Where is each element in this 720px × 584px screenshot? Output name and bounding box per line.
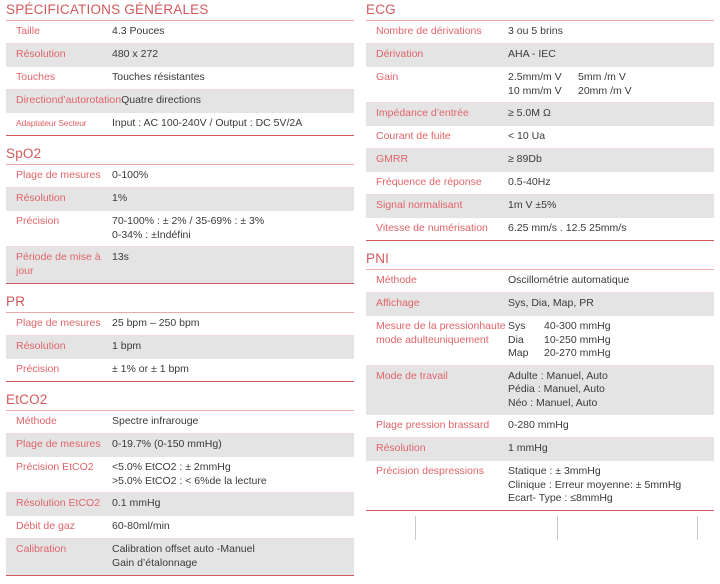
section-rows <box>6 411 354 576</box>
spec-row <box>6 313 354 336</box>
spec-row-label: Impédance d’entrée <box>376 107 469 119</box>
spec-section <box>366 249 714 511</box>
section-rows <box>366 270 714 511</box>
section-heading: ECG <box>366 0 714 21</box>
spec-row-label: Dérivation <box>376 48 424 60</box>
spec-row-value: 60-80ml/min <box>112 520 170 532</box>
spec-row-label: Signal normalisant <box>376 199 463 211</box>
spec-row-label: Plage pression brassard <box>376 419 490 431</box>
spec-row-value: 3 ou 5 brins <box>508 25 563 37</box>
spec-row <box>366 103 714 126</box>
section-rows <box>6 313 354 382</box>
spec-row-label: Gain <box>376 71 399 83</box>
spec-row <box>6 434 354 457</box>
spec-row-value: Calibration offset auto -Manuel Gain d’étalonnage <box>112 543 255 569</box>
spec-row-value: 0-100% <box>112 169 149 181</box>
spec-row <box>6 90 354 113</box>
spec-row <box>6 21 354 44</box>
spec-row-label: Précision despressions <box>376 465 484 477</box>
spec-row-label: Période de mise à jour <box>16 251 101 277</box>
spec-row <box>366 126 714 149</box>
spec-row-value: 0.5-40Hz <box>508 176 551 188</box>
spec-row <box>6 44 354 67</box>
section-heading: EtCO2 <box>6 390 354 411</box>
spec-row <box>366 270 714 293</box>
spec-row <box>366 67 714 103</box>
spec-row <box>366 316 714 366</box>
spec-row-value <box>508 71 714 98</box>
value-pair <box>508 334 710 348</box>
spec-row-label: Nombre de dérivations <box>376 25 482 37</box>
spec-row-label: Méthode <box>376 274 417 286</box>
spec-row <box>366 415 714 438</box>
spec-row-value: ≥ 5.0M Ω <box>508 107 551 119</box>
spec-row <box>6 113 354 135</box>
spec-row-label: Vitesse de numérisation <box>376 222 488 234</box>
spec-row-value: 480 x 272 <box>112 48 159 60</box>
spec-row <box>366 172 714 195</box>
spec-row-value: AHA - IEC <box>508 48 556 60</box>
spec-row <box>6 539 354 575</box>
spec-row-value <box>508 320 714 361</box>
spec-row-label: Mode de travail <box>376 369 448 382</box>
spec-row-label: Précision <box>16 215 60 227</box>
spec-row-value: 1 bpm <box>112 340 142 352</box>
value-pair-key: Map <box>508 347 529 359</box>
spec-row-label: Courant de fuite <box>376 130 451 142</box>
spec-row <box>366 149 714 172</box>
spec-row <box>366 44 714 67</box>
value-pair-value: 10-250 mmHg <box>544 333 611 346</box>
spec-row-value: 0-280 mmHg <box>508 419 569 431</box>
value-pair <box>508 320 710 334</box>
spec-row-value: 1% <box>112 192 128 204</box>
spec-row <box>6 336 354 359</box>
value-pair <box>508 347 710 361</box>
spec-row-value: Statique : ± 3mmHg Clinique : Erreur moyenne: ± 5mmHg Ecart- Type : ≤8mmHg <box>508 465 682 504</box>
spec-row-label: Plage de mesures <box>16 438 101 450</box>
spec-row-label: Taille <box>16 25 40 37</box>
spec-row-value: 1m V ±5% <box>508 199 557 211</box>
spec-row-value: <5.0% EtCO2 : ± 2mmHg >5.0% EtCO2 : < 6%de la lecture <box>112 461 267 487</box>
spec-row-label: Touches <box>16 71 56 83</box>
spec-section <box>6 390 354 576</box>
tick-mark <box>697 516 698 540</box>
spec-row-value: Sys, Dia, Map, PR <box>508 297 594 309</box>
spec-row-value: 6.25 mm/s . 12.5 25mm/s <box>508 222 627 234</box>
spec-row-label: Précision <box>16 363 60 375</box>
value-subcolumn: 5mm /m V 20mm /m V <box>578 71 632 97</box>
spec-row-value: Touches résistantes <box>112 71 205 83</box>
spec-row-label: Méthode <box>16 415 57 427</box>
spec-row-label: Résolution <box>376 442 426 454</box>
spec-row <box>366 218 714 240</box>
spec-row-value: 0.1 mmHg <box>112 497 161 509</box>
spec-section <box>6 0 354 136</box>
spec-row <box>6 188 354 211</box>
spec-section <box>6 292 354 382</box>
value-pair-list <box>508 320 710 361</box>
spec-row-label: Adaptateur Secteur <box>16 118 87 128</box>
spec-row-label: Calibration <box>16 543 67 555</box>
spec-row <box>6 211 354 247</box>
section-heading: SPÉCIFICATIONS GÉNÉRALES <box>6 0 354 21</box>
spec-row <box>366 293 714 316</box>
value-pair-value: 20-270 mmHg <box>544 347 611 359</box>
spec-row-label: Précision EtCO2 <box>16 461 94 473</box>
spec-row-value: ≥ 89Db <box>508 153 542 165</box>
spec-row-value: 25 bpm – 250 bpm <box>112 317 200 329</box>
spec-row-value: 1 mmHg <box>508 442 548 454</box>
spec-row-value: < 10 Ua <box>508 130 546 142</box>
spec-row-label: Résolution EtCO2 <box>16 497 101 509</box>
spec-row-label: Résolution <box>16 192 66 204</box>
spec-row-label: Débit de gaz <box>16 520 75 532</box>
spec-row-label: Affichage <box>376 297 420 309</box>
spec-row-label: GMRR <box>376 153 409 165</box>
section-rows <box>366 21 714 241</box>
spec-row-value: Input : AC 100-240V / Output : DC 5V/2A <box>112 117 303 129</box>
spec-row <box>6 457 354 493</box>
tick-mark <box>415 516 416 540</box>
spec-row <box>6 165 354 188</box>
section-heading: PNI <box>366 249 714 270</box>
value-pair-key: Dia <box>508 333 524 346</box>
bottom-tick-marks <box>0 512 720 544</box>
spec-row-label: Mesure de la pressionhaute mode adulteuniquement <box>376 320 506 346</box>
spec-row-value: Adulte : Manuel, Auto Pédia : Manuel, Auto Néo : Manuel, Auto <box>508 369 608 409</box>
tick-mark <box>557 516 558 540</box>
section-heading: SpO2 <box>6 144 354 165</box>
spec-row-value: 0-19.7% (0-150 mmHg) <box>112 438 222 450</box>
value-subcolumn: 2.5mm/m V 10 mm/m V <box>508 71 562 97</box>
spec-row <box>366 461 714 510</box>
spec-section <box>366 0 714 241</box>
spec-row-value: ± 1% or ± 1 bpm <box>112 363 189 375</box>
section-rows <box>6 165 354 284</box>
right-column <box>366 0 714 519</box>
spec-row <box>6 67 354 90</box>
spec-row-value: 70-100% : ± 2% / 35-69% : ± 3% 0-34% : ±Indéfini <box>112 215 265 241</box>
spec-row-value: Spectre infrarouge <box>112 415 199 427</box>
spec-row-label: Directiond’autorotation <box>16 94 122 106</box>
spec-row-value: 4.3 Pouces <box>112 25 165 37</box>
section-rows <box>6 21 354 136</box>
section-heading: PR <box>6 292 354 313</box>
value-pair-key: Sys <box>508 320 526 332</box>
spec-row-label: Résolution <box>16 340 66 352</box>
spec-row <box>366 366 714 416</box>
spec-section <box>6 144 354 284</box>
spec-row <box>6 247 354 283</box>
left-column <box>6 0 354 584</box>
spec-row-value: Oscillométrie automatique <box>508 274 630 286</box>
spec-row-label: Fréquence de réponse <box>376 176 482 188</box>
value-pair-value: 40-300 mmHg <box>544 320 611 332</box>
spec-row <box>366 21 714 44</box>
spec-row-label: Plage de mesures <box>16 317 101 329</box>
spec-row-label: Plage de mesures <box>16 169 101 181</box>
spec-row-value: Quatre directions <box>121 94 202 106</box>
spec-row <box>366 438 714 461</box>
spec-row <box>6 411 354 434</box>
spec-row-label: Résolution <box>16 48 66 60</box>
spec-row <box>366 195 714 218</box>
spec-row <box>6 359 354 381</box>
spec-row-value: 13s <box>112 251 129 263</box>
